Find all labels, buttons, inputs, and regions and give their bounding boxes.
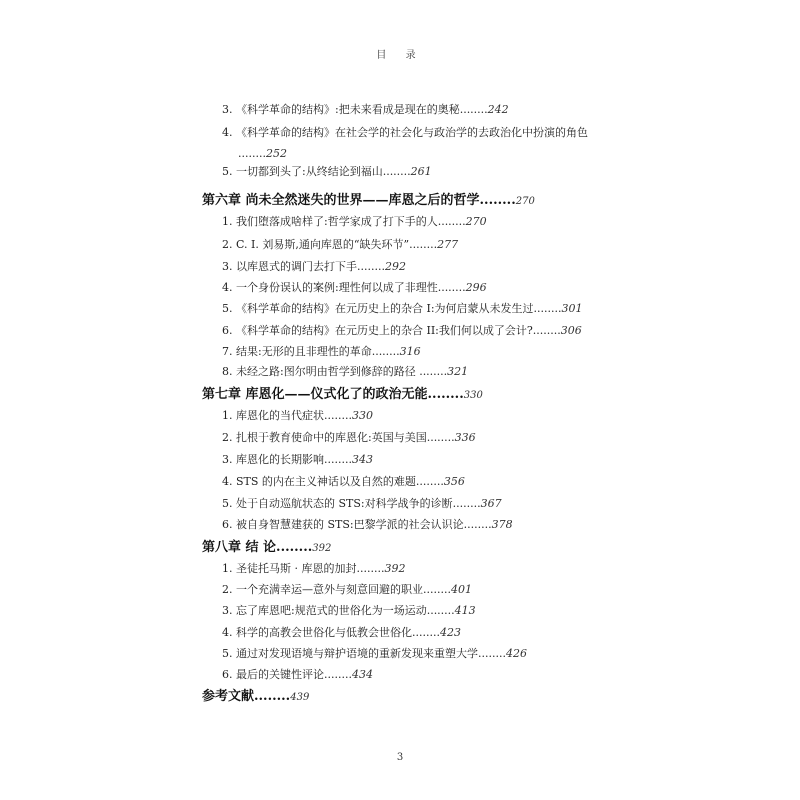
toc-chapter-heading: [202, 689, 309, 706]
toc-entry-page-number: 330: [463, 390, 483, 401]
toc-entry-page-number: 316: [399, 345, 421, 358]
toc-chapter-heading: [202, 540, 331, 557]
toc-entry-page-number: 439: [290, 692, 310, 703]
toc-entry: [222, 215, 487, 229]
toc-entry: [222, 604, 476, 618]
toc-entry: [222, 324, 582, 338]
toc-entry: [222, 345, 421, 359]
toc-entry: [222, 409, 373, 423]
toc-entry-page-number: 270: [465, 215, 487, 228]
toc-entry-title: 2. 扎根于教育使命中的库恩化:英国与美国........: [222, 431, 455, 444]
toc-entry: [222, 431, 476, 445]
toc-entry-title: 参考文献........: [202, 689, 291, 704]
toc-entry: [222, 497, 502, 511]
toc-entry-page-number: 296: [465, 281, 487, 294]
toc-entry-page-number: 270: [515, 196, 535, 207]
toc-entry-title: 第六章 尚未全然迷失的世界——库恩之后的哲学........: [202, 193, 516, 208]
toc-entry-title: 6. 《科学革命的结构》在元历史上的杂合 II:我们何以成了会计?........: [222, 324, 561, 337]
toc-entry: [238, 147, 287, 161]
toc-entry: [222, 562, 405, 576]
toc-entry-title: 1. 库恩化的当代症状........: [222, 409, 352, 422]
toc-entry: [222, 518, 513, 532]
toc-entry: [222, 475, 465, 489]
toc-entry: [222, 165, 432, 179]
toc-entry-title: ........: [238, 147, 266, 160]
toc-entry-page-number: 423: [439, 626, 461, 639]
toc-entry: [222, 365, 468, 379]
toc-entry-page-number: 321: [447, 365, 469, 378]
toc-entry-page-number: 330: [351, 409, 373, 422]
toc-entry-page-number: 306: [560, 324, 582, 337]
toc-entry: [222, 126, 588, 140]
toc-entry-title: 2. C. I. 刘易斯,通向库恩的“缺失环节”........: [222, 238, 438, 251]
toc-entry-title: 8. 未经之路:图尔明由哲学到修辞的路径 ........: [222, 365, 448, 378]
toc-entry-page-number: 434: [351, 668, 373, 681]
toc-entry: [222, 302, 583, 316]
toc-entry-title: 2. 一个充满幸运—意外与刻意回避的职业........: [222, 583, 451, 596]
page-header: 目 录: [376, 50, 424, 61]
toc-entry-title: 3. 库恩化的长期影响........: [222, 453, 352, 466]
toc-entry-title: 3. 忘了库恩吧:规范式的世俗化为一场运动........: [222, 604, 455, 617]
toc-entry-title: 5. 处于自动巡航状态的 STS:对科学战争的诊断........: [222, 497, 481, 510]
toc-entry-page-number: 356: [443, 475, 465, 488]
toc-entry-title: 6. 被自身智慧建获的 STS:巴黎学派的社会认识论........: [222, 518, 492, 531]
toc-entry-title: 4. 《科学革命的结构》在社会学的社会化与政治学的去政治化中扮演的角色: [222, 126, 588, 139]
toc-entry-page-number: 426: [505, 647, 527, 660]
toc-entry-title: 4. 科学的高教会世俗化与低教会世俗化........: [222, 626, 440, 639]
toc-entry: [222, 626, 461, 640]
toc-entry-page-number: 261: [410, 165, 432, 178]
toc-chapter-heading: [202, 387, 483, 404]
toc-entry-title: 5. 《科学革命的结构》在元历史上的杂合 I:为何启蒙从未发生过........: [222, 302, 562, 315]
toc-entry-title: 3. 以库恩式的调门去打下手........: [222, 260, 385, 273]
toc-entry: [222, 583, 472, 597]
toc-entry-page-number: 392: [384, 562, 406, 575]
toc-entry-page-number: 336: [454, 431, 476, 444]
toc-entry-title: 第七章 库恩化——仪式化了的政治无能........: [202, 387, 464, 402]
toc-entry-page-number: 413: [454, 604, 476, 617]
toc-entry: [222, 668, 373, 682]
toc-entry-title: 6. 最后的关键性评论........: [222, 668, 352, 681]
toc-entry-title: 5. 通过对发现语境与辩护语境的重新发现来重塑大学........: [222, 647, 506, 660]
toc-entry-title: 4. STS 的内在主义神话以及自然的难题........: [222, 475, 444, 488]
toc-entry-title: 1. 我们堕落成啥样了:哲学家成了打下手的人........: [222, 215, 466, 228]
toc-entry-title: 1. 圣徒托马斯 · 库恩的加封........: [222, 562, 385, 575]
toc-chapter-heading: [202, 193, 535, 210]
toc-entry: [222, 103, 509, 117]
toc-entry-page-number: 292: [384, 260, 406, 273]
toc-entry-title: 7. 结果:无形的且非理性的革命........: [222, 345, 400, 358]
toc-entry: [222, 281, 487, 295]
toc-entry-page-number: 343: [351, 453, 373, 466]
page-number: 3: [396, 752, 404, 763]
toc-entry-page-number: 252: [265, 147, 287, 160]
toc-entry-page-number: 378: [491, 518, 513, 531]
toc-entry-page-number: 242: [487, 103, 509, 116]
toc-entry-page-number: 392: [312, 543, 332, 554]
toc-entry-title: 5. 一切都到头了:从终结论到福山........: [222, 165, 411, 178]
toc-entry: [222, 238, 458, 252]
toc-entry-title: 4. 一个身份误认的案例:理性何以成了非理性........: [222, 281, 466, 294]
toc-entry-page-number: 301: [561, 302, 583, 315]
toc-entry: [222, 453, 373, 467]
toc-entry-page-number: 401: [450, 583, 472, 596]
toc-entry-page-number: 367: [480, 497, 502, 510]
toc-entry-page-number: 277: [437, 238, 459, 251]
toc-entry-title: 第八章 结 论........: [202, 540, 313, 555]
toc-entry-title: 3. 《科学革命的结构》:把未来看成是现在的奥秘........: [222, 103, 488, 116]
toc-entry: [222, 647, 527, 661]
toc-entry: [222, 260, 406, 274]
